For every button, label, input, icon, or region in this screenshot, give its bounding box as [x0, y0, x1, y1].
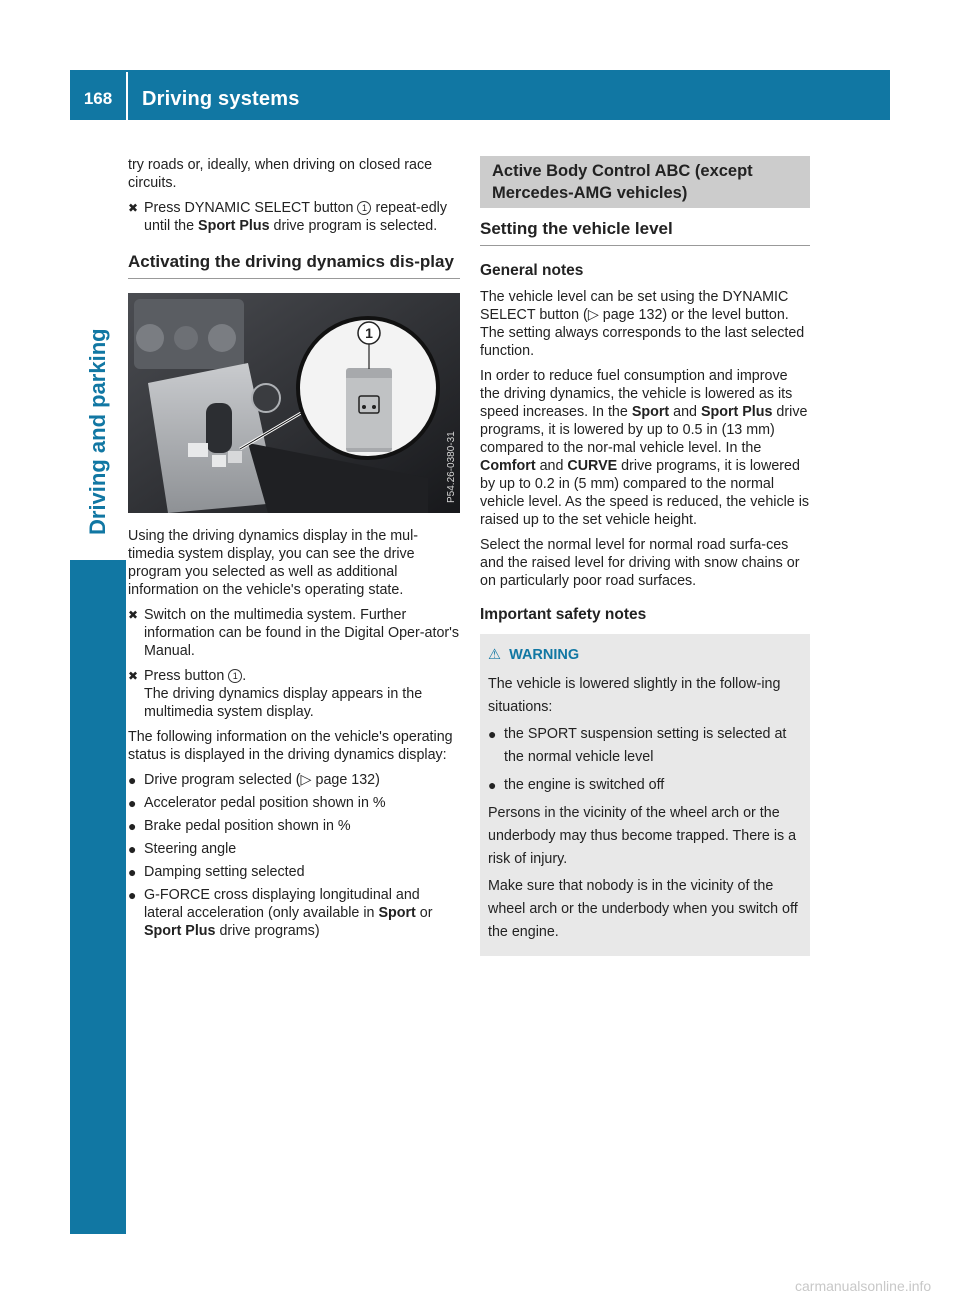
footer-watermark: carmanualsonline.info	[795, 1278, 932, 1294]
arrow-icon: ✖	[128, 608, 139, 622]
left-column	[128, 156, 460, 945]
bullet-list	[128, 771, 460, 940]
warning-risk: Persons in the vicinity of the wheel arch or the underbody may thus become trapped. There is a risk of injury.	[488, 805, 797, 867]
warning-intro: The vehicle is lowered slightly in the follow-ing situations:	[488, 676, 781, 715]
warning-instruction: Make sure that nobody is in the vicinity of the wheel arch or the underbody when you switch off the engine.	[488, 878, 798, 940]
console-illustration	[128, 293, 460, 513]
paragraph-level-button: The vehicle level can be set using the DYNAMIC SELECT button (▷ page 132) or the level button. The setting always corresponds to the last selected function.	[480, 289, 805, 359]
section-title: Driving systems	[142, 88, 300, 110]
header-divider	[126, 72, 128, 120]
warning-header: ⚠ WARNING	[488, 647, 580, 663]
callout-marker: 1	[228, 669, 242, 683]
warning-icon: ⚠	[488, 647, 501, 663]
list-item: ● Damping setting selected	[128, 864, 305, 880]
list-item: ● G-FORCE cross displaying longitudinal and lateral acceleration (only available in Sport or Sport Plus drive programs)	[128, 887, 433, 939]
list-item: ● the engine is switched off	[488, 777, 665, 793]
step-press-button: ✖ Press button 1 . The driving dynamics display appears in the multimedia system display.	[128, 668, 423, 720]
paragraph-display-info: Using the driving dynamics display in the mul-timedia system display, you can see the drive program you selected as well as additional information on the vehicle's operating state.	[128, 528, 419, 598]
console-photo	[128, 293, 460, 513]
step-switch-on-multimedia: ✖ Switch on the multimedia system. Further information can be found in the Digital Oper-ator's Manual.	[128, 607, 460, 659]
list-item: ● Drive program selected (▷ page 132)	[128, 772, 380, 788]
intro-text: try roads or, ideally, when driving on closed race circuits.	[128, 157, 433, 191]
heading-driving-dynamics: Activating the driving dynamics dis-play	[128, 251, 460, 279]
subheading-safety-notes: Important safety notes	[480, 606, 647, 623]
list-item: ● the SPORT suspension setting is selected at the normal vehicle level	[488, 726, 787, 765]
arrow-icon: ✖	[128, 669, 139, 683]
step-result: The driving dynamics display appears in the multimedia system display.	[144, 686, 423, 720]
step-press-dynamic-select: ✖ Press DYNAMIC SELECT button 1 repeat-edly until the Sport Plus drive program is selected.	[128, 200, 447, 234]
sidebar-label: Driving and parking	[85, 328, 110, 535]
subheading-general-notes: General notes	[480, 262, 584, 279]
page-number: 168	[83, 89, 113, 108]
list-item: ● Accelerator pedal position shown in %	[128, 795, 386, 811]
sidebar-block	[70, 560, 126, 1234]
warning-box	[480, 634, 810, 956]
arrow-icon: ✖	[128, 201, 139, 215]
image-callout-marker: 1	[365, 325, 373, 341]
heading-vehicle-level: Setting the vehicle level	[480, 218, 810, 246]
list-item: ● Steering angle	[128, 841, 237, 857]
list-item: ● Brake pedal position shown in %	[128, 818, 351, 834]
paragraph-lowering: In order to reduce fuel consumption and improve the driving dynamics, the vehicle is lowered as its speed increases. In the Sport and Sport Plus drive programs, it is lowered by up to 0.5 in (13 mm) compared to the nor-mal vehicle level. In the Comfort and CURVE drive programs, it is lowered by up to 0.2 in (5 mm) compared to the normal vehicle level. As the speed is reduced, the vehicle is raised up to the set vehicle height.	[480, 368, 810, 528]
image-code: P54.26-0380-31	[446, 431, 457, 503]
paragraph-operating-status: The following information on the vehicle's operating status is displayed in the driving dynamics display:	[128, 729, 453, 763]
abc-section-title: Active Body Control ABC (except Mercedes-AMG vehicles)	[480, 156, 810, 208]
callout-marker: 1	[357, 201, 371, 215]
paragraph-level-selection: Select the normal level for normal road surfa-ces and the raised level for driving with snow chains or on particularly poor road surfaces.	[480, 537, 800, 589]
right-column	[480, 156, 810, 956]
